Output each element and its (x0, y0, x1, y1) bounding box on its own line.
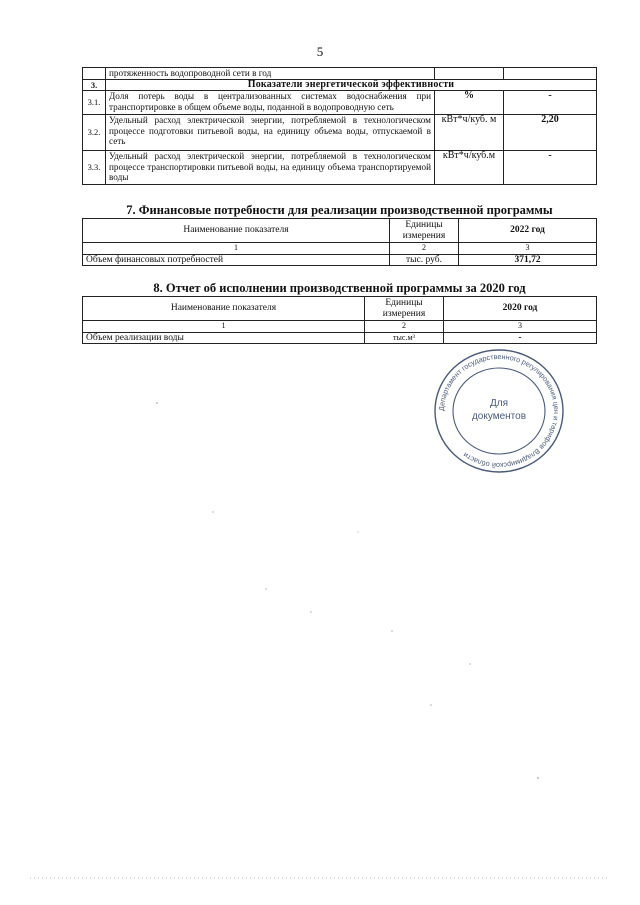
column-number: 1 (83, 321, 365, 333)
section-number: 3. (83, 79, 106, 91)
section-row (83, 79, 597, 91)
indicator-name: Удельный расход электрической энергии, потребляемой в технологическом процессе подготовки питьевой воды, на единицу объема воды, отпускаемой в сеть (106, 115, 435, 151)
section-8-heading: 8. Отчет об исполнении производственной программы за 2020 год (153, 281, 526, 295)
column-header: Единицы измерения (365, 297, 444, 321)
column-number: 2 (365, 321, 444, 333)
column-number: 3 (459, 243, 597, 255)
indicator-unit: тыс.м³ (365, 332, 444, 344)
stamp-center-line-1: Для (489, 398, 509, 409)
section-title: Показатели энергетической эффективности (106, 79, 597, 91)
table-row (83, 151, 597, 185)
column-header: Единицы измерения (390, 219, 459, 243)
row-number: 3.2. (83, 115, 106, 151)
indicator-value: - (444, 332, 597, 344)
column-number-row (83, 243, 597, 255)
indicator-value: - (504, 151, 597, 185)
table-row (83, 115, 597, 151)
program-report-table (82, 296, 597, 344)
indicator-value: 2,20 (504, 115, 597, 151)
header-row (83, 219, 597, 243)
column-header: Наименование показателя (83, 297, 365, 321)
indicator-value (504, 68, 597, 80)
indicator-value: - (504, 91, 597, 115)
column-number: 3 (444, 321, 597, 333)
column-number-row (83, 321, 597, 333)
section-7-heading: 7. Финансовые потребности для реализации производственной программы (126, 203, 553, 217)
indicator-unit (435, 68, 504, 80)
indicator-name: Доля потерь воды в централизованных системах водоснабжения при транспортировке в общем объеме воды, поданной в водопроводную сеть (106, 91, 435, 115)
column-header: 2022 год (459, 219, 597, 243)
indicator-value: 371,72 (459, 254, 597, 266)
indicator-unit: % (435, 91, 504, 115)
table-row (83, 91, 597, 115)
table-row (83, 332, 597, 344)
stamp (429, 346, 569, 476)
row-number (83, 68, 106, 80)
page-number: 5 (316, 44, 324, 59)
table-row (83, 68, 597, 80)
indicator-name: Объем финансовых потребностей (83, 254, 390, 266)
column-number: 2 (390, 243, 459, 255)
table-row (83, 254, 597, 266)
indicator-name: Объем реализации воды (83, 332, 365, 344)
indicator-name: протяженность водопроводной сети в год (106, 68, 435, 80)
stamp-ring-text: Департамент государственного регулирования цен и тарифов Владимирской области (436, 351, 562, 471)
column-number: 1 (83, 243, 390, 255)
energy-efficiency-table (82, 67, 597, 185)
header-row (83, 297, 597, 321)
column-header: 2020 год (444, 297, 597, 321)
stamp-center-line-2: документов (471, 411, 527, 422)
indicator-unit: кВт*ч/куб. м (435, 115, 504, 151)
row-number: 3.3. (83, 151, 106, 185)
indicator-name: Удельный расход электрической энергии, потребляемой в технологическом процессе транспортировки питьевой воды, на единицу объема транспортируемой воды (106, 151, 435, 185)
column-header: Наименование показателя (83, 219, 390, 243)
financial-needs-table (82, 218, 597, 266)
row-number: 3.1. (83, 91, 106, 115)
indicator-unit: кВт*ч/куб.м (435, 151, 504, 185)
indicator-unit: тыс. руб. (390, 254, 459, 266)
